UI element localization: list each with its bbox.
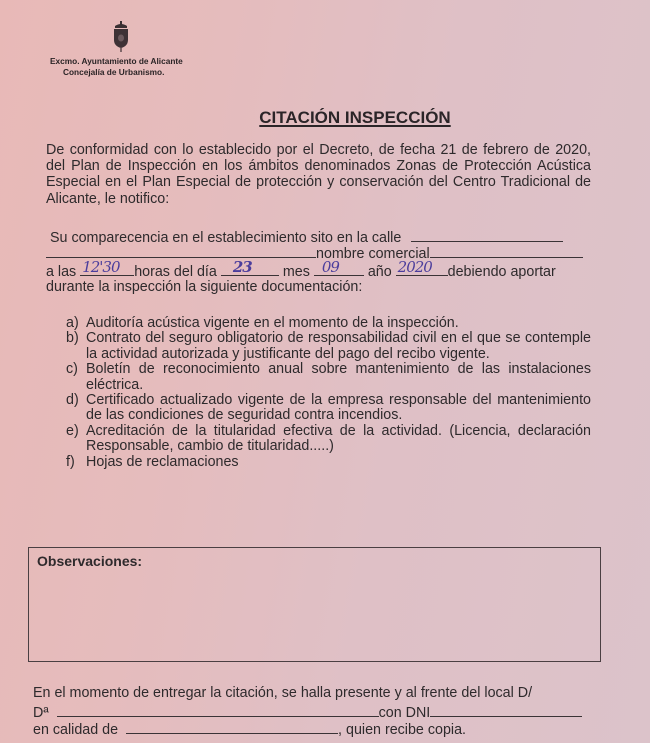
- year-field[interactable]: [396, 258, 448, 276]
- appearance-line-4: durante la inspección la siguiente documentación:: [46, 279, 363, 295]
- title-text: CITACIÓN INSPECCIÓN: [259, 108, 451, 127]
- coat-of-arms-icon: [111, 21, 131, 53]
- day-value: 23: [232, 258, 252, 276]
- time-value: 12'30: [82, 258, 120, 276]
- footer-line-1: En el momento de entregar la citación, se halla presente y al frente del local D/: [33, 685, 533, 701]
- footer-line-3: [33, 720, 466, 738]
- month-label: mes: [282, 264, 310, 280]
- appearance-line-2: [46, 244, 583, 262]
- observations-box[interactable]: [28, 547, 601, 662]
- month-value: 09: [321, 258, 339, 276]
- year-value: 2020: [397, 258, 432, 276]
- role-label: en calidad de: [33, 722, 119, 738]
- list-item: e) Acreditación de la titularidad efectiva de la actividad. (Licencia, declaración Responsable, cambio de titularidad.....): [66, 422, 591, 455]
- day-field[interactable]: [221, 258, 279, 276]
- intro-paragraph: De conformidad con lo establecido por el Decreto, de fecha 21 de febrero de 2020, del Plan de Inspección en los ámbitos denominados Zonas de Protección Acústica Especial en el Plan Especial de protección y conservación del Centro Tradicional de Alicante, le notifico:: [46, 142, 591, 207]
- role-field[interactable]: [126, 720, 338, 734]
- org-department: Concejalía de Urbanismo.: [63, 67, 165, 77]
- list-item: f) Hojas de reclamaciones: [66, 453, 239, 470]
- list-item: d) Certificado actualizado vigente de la empresa responsable del mantenimiento de las condiciones de seguridad contra incendios.: [66, 392, 591, 424]
- documents-list: [66, 316, 591, 470]
- year-label: año: [367, 264, 392, 280]
- footer-line-2: [33, 703, 582, 721]
- name-field[interactable]: [57, 703, 379, 717]
- dni-field[interactable]: [430, 703, 582, 717]
- dni-label: con DNI: [378, 705, 431, 721]
- street-field-continued[interactable]: [46, 244, 316, 258]
- org-name: Excmo. Ayuntamiento de Alicante: [50, 56, 183, 66]
- organization-header: [50, 56, 183, 78]
- at-label: a las: [46, 264, 77, 280]
- month-field[interactable]: [314, 258, 364, 276]
- business-name-field[interactable]: [430, 244, 583, 258]
- appearance-line-3: [46, 258, 556, 280]
- street-field[interactable]: [411, 228, 563, 242]
- bring-label: debiendo aportar: [447, 264, 556, 280]
- name-prefix: Dª: [33, 705, 49, 721]
- street-label: Su comparecencia en el establecimiento sito en la calle: [50, 230, 402, 246]
- hours-label: horas del día: [134, 264, 217, 280]
- page-title: [0, 108, 650, 128]
- time-field[interactable]: [80, 258, 134, 276]
- list-item: b) Contrato del seguro obligatorio de responsabilidad civil en el que se contemple la actividad autorizada y justificante del pago del recibo vigente.: [66, 330, 591, 362]
- observations-label: Observaciones:: [37, 553, 143, 569]
- list-item: a) Auditoría acústica vigente en el momento de la inspección.: [66, 315, 459, 331]
- list-item: c) Boletín de reconocimiento anual sobre mantenimiento de las instalaciones eléctrica.: [66, 361, 591, 393]
- receipt-label: , quien recibe copia.: [338, 722, 467, 738]
- business-name-label: nombre comercial: [316, 246, 430, 262]
